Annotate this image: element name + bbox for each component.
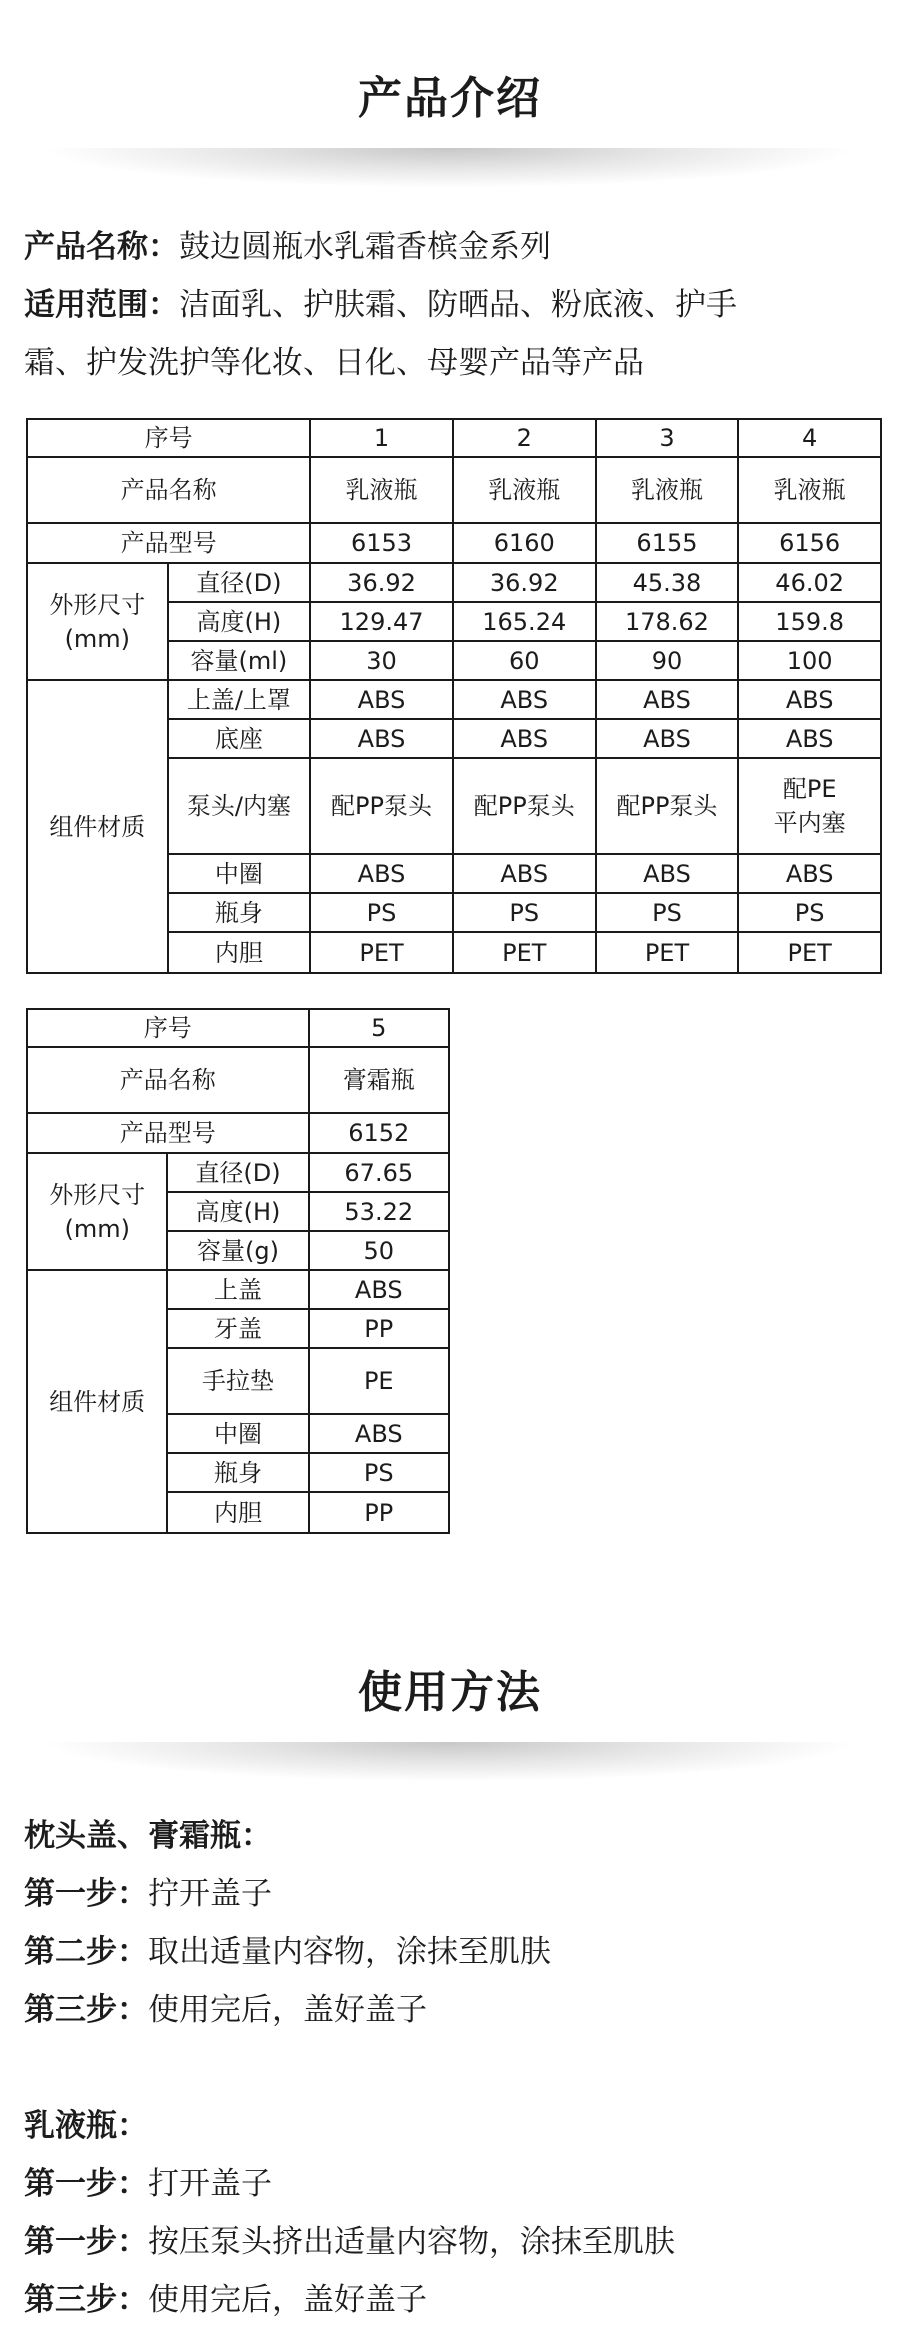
table-row bbox=[27, 563, 881, 602]
diameter-label: 直径(D) bbox=[167, 1153, 308, 1192]
table-row bbox=[27, 1153, 449, 1192]
table-row bbox=[27, 523, 881, 563]
liner-label: 内胆 bbox=[167, 1492, 308, 1533]
usage-group2-heading bbox=[24, 2102, 884, 2150]
seq-cell: 1 bbox=[310, 419, 453, 457]
table-row bbox=[27, 1113, 449, 1153]
table-row bbox=[27, 1047, 449, 1113]
step-text: 按压泵头挤出适量内容物，涂抹至肌肤 bbox=[148, 2224, 675, 2260]
model-row-label: 产品型号 bbox=[27, 523, 310, 563]
height-cell: 53.22 bbox=[309, 1192, 449, 1231]
base-cell: ABS bbox=[453, 719, 596, 758]
seq-cell: 2 bbox=[453, 419, 596, 457]
ring-cell: ABS bbox=[309, 1414, 449, 1453]
step-label: 第二步： bbox=[24, 1934, 148, 1970]
pump-cell bbox=[453, 758, 596, 854]
dimension-group-label bbox=[27, 563, 168, 680]
ring-cell: ABS bbox=[453, 854, 596, 893]
cap-cell: ABS bbox=[596, 680, 739, 719]
cap-cell: ABS bbox=[453, 680, 596, 719]
table-row bbox=[27, 419, 881, 457]
dimension-group-line2: (mm) bbox=[64, 624, 131, 653]
usage-step bbox=[24, 1986, 884, 2034]
product-name-row-label: 产品名称 bbox=[27, 457, 310, 523]
section-title-usage: 使用方法 bbox=[358, 1667, 542, 1718]
product-name-value: 鼓边圆瓶水乳霜香槟金系列 bbox=[179, 229, 551, 265]
seq-label: 序号 bbox=[27, 1009, 309, 1047]
model-cell: 6152 bbox=[309, 1113, 449, 1153]
step-label: 第一步： bbox=[24, 2224, 148, 2260]
group1-heading-text: 枕头盖、膏霜瓶： bbox=[24, 1818, 272, 1854]
cap-cell: ABS bbox=[309, 1270, 449, 1309]
capacity-cell: 30 bbox=[310, 641, 453, 680]
pump-cell-line1: 配PP泵头 bbox=[473, 792, 575, 820]
step-text: 拧开盖子 bbox=[148, 1876, 272, 1912]
cap-cell: ABS bbox=[310, 680, 453, 719]
table-row bbox=[27, 680, 881, 719]
ring-cell: ABS bbox=[596, 854, 739, 893]
product-name-cell: 乳液瓶 bbox=[310, 457, 453, 523]
scope-value-line1: 洁面乳、护肤霜、防晒品、粉底液、护手 bbox=[179, 287, 737, 323]
pump-cell bbox=[738, 758, 881, 854]
base-cell: ABS bbox=[596, 719, 739, 758]
body-cell: PS bbox=[596, 893, 739, 932]
height-cell: 159.8 bbox=[738, 602, 881, 641]
pump-cell-line1: 配PE bbox=[782, 775, 837, 803]
capacity-cell: 90 bbox=[596, 641, 739, 680]
seq-label: 序号 bbox=[27, 419, 310, 457]
liner-cell: PP bbox=[309, 1492, 449, 1533]
usage-step bbox=[24, 2276, 884, 2324]
title-shadow-divider bbox=[40, 1742, 860, 1782]
diameter-cell: 45.38 bbox=[596, 563, 739, 602]
model-cell: 6156 bbox=[738, 523, 881, 563]
pull-pad-label: 手拉垫 bbox=[167, 1348, 308, 1414]
material-group-label: 组件材质 bbox=[27, 680, 168, 973]
height-cell: 178.62 bbox=[596, 602, 739, 641]
scope-line bbox=[24, 280, 884, 330]
dimension-group-line1: 外形尺寸 bbox=[49, 1180, 146, 1209]
body-cell: PS bbox=[310, 893, 453, 932]
spec-table-2 bbox=[26, 1008, 450, 1534]
material-group-label: 组件材质 bbox=[27, 1270, 167, 1533]
usage-step bbox=[24, 2160, 884, 2208]
diameter-cell: 46.02 bbox=[738, 563, 881, 602]
scope-label: 适用范围： bbox=[24, 287, 179, 323]
ring-label: 中圈 bbox=[168, 854, 311, 893]
pump-label: 泵头/内塞 bbox=[168, 758, 311, 854]
model-cell: 6153 bbox=[310, 523, 453, 563]
capacity-cell: 50 bbox=[309, 1231, 449, 1270]
step-label: 第三步： bbox=[24, 1992, 148, 2028]
seq-cell: 3 bbox=[596, 419, 739, 457]
height-cell: 165.24 bbox=[453, 602, 596, 641]
cap-cell: ABS bbox=[738, 680, 881, 719]
pump-cell-line1: 配PP泵头 bbox=[616, 792, 718, 820]
body-cell: PS bbox=[738, 893, 881, 932]
dimension-group-line1: 外形尺寸 bbox=[49, 590, 146, 619]
teeth-cap-cell: PP bbox=[309, 1309, 449, 1348]
diameter-cell: 67.65 bbox=[309, 1153, 449, 1192]
liner-cell: PET bbox=[596, 932, 739, 973]
table-row bbox=[27, 457, 881, 523]
step-label: 第一步： bbox=[24, 2166, 148, 2202]
cap-label: 上盖 bbox=[167, 1270, 308, 1309]
model-cell: 6155 bbox=[596, 523, 739, 563]
diameter-label: 直径(D) bbox=[168, 563, 311, 602]
product-name-row-label: 产品名称 bbox=[27, 1047, 309, 1113]
ring-cell: ABS bbox=[310, 854, 453, 893]
height-cell: 129.47 bbox=[310, 602, 453, 641]
capacity-label: 容量(g) bbox=[167, 1231, 308, 1270]
base-cell: ABS bbox=[310, 719, 453, 758]
base-cell: ABS bbox=[738, 719, 881, 758]
base-label: 底座 bbox=[168, 719, 311, 758]
pump-cell bbox=[596, 758, 739, 854]
usage-step bbox=[24, 1928, 884, 1976]
group2-heading-text: 乳液瓶： bbox=[24, 2108, 148, 2144]
usage-step bbox=[24, 1870, 884, 1918]
step-label: 第三步： bbox=[24, 2282, 148, 2318]
body-label: 瓶身 bbox=[167, 1453, 308, 1492]
capacity-label: 容量(ml) bbox=[168, 641, 311, 680]
section-title-intro: 产品介绍 bbox=[358, 73, 542, 124]
table-row bbox=[27, 1009, 449, 1047]
step-text: 取出适量内容物，涂抹至肌肤 bbox=[148, 1934, 551, 1970]
liner-label: 内胆 bbox=[168, 932, 311, 973]
model-row-label: 产品型号 bbox=[27, 1113, 309, 1153]
ring-cell: ABS bbox=[738, 854, 881, 893]
spec-table-1 bbox=[26, 418, 882, 974]
capacity-cell: 60 bbox=[453, 641, 596, 680]
pump-cell-line1: 配PP泵头 bbox=[331, 792, 432, 820]
product-name-cell: 膏霜瓶 bbox=[309, 1047, 449, 1113]
body-cell: PS bbox=[309, 1453, 449, 1492]
product-name-line bbox=[24, 222, 884, 272]
liner-cell: PET bbox=[453, 932, 596, 973]
dimension-group-label bbox=[27, 1153, 167, 1270]
usage-step bbox=[24, 2218, 884, 2266]
diameter-cell: 36.92 bbox=[453, 563, 596, 602]
teeth-cap-label: 牙盖 bbox=[167, 1309, 308, 1348]
height-label: 高度(H) bbox=[167, 1192, 308, 1231]
model-cell: 6160 bbox=[453, 523, 596, 563]
step-label: 第一步： bbox=[24, 1876, 148, 1912]
seq-cell: 4 bbox=[738, 419, 881, 457]
liner-cell: PET bbox=[738, 932, 881, 973]
ring-label: 中圈 bbox=[167, 1414, 308, 1453]
product-name-cell: 乳液瓶 bbox=[738, 457, 881, 523]
scope-value-line2: 霜、护发洗护等化妆、日化、母婴产品等产品 bbox=[24, 345, 644, 381]
capacity-cell: 100 bbox=[738, 641, 881, 680]
step-text: 使用完后，盖好盖子 bbox=[148, 1992, 427, 2028]
diameter-cell: 36.92 bbox=[310, 563, 453, 602]
height-label: 高度(H) bbox=[168, 602, 311, 641]
usage-group1-heading bbox=[24, 1812, 884, 1860]
dimension-group-line2: (mm) bbox=[64, 1214, 130, 1243]
table-row bbox=[27, 1270, 449, 1309]
liner-cell: PET bbox=[310, 932, 453, 973]
product-name-label: 产品名称： bbox=[24, 229, 179, 265]
body-label: 瓶身 bbox=[168, 893, 311, 932]
pump-cell bbox=[310, 758, 453, 854]
cap-label: 上盖/上罩 bbox=[168, 680, 311, 719]
title-shadow-divider bbox=[40, 148, 860, 188]
body-cell: PS bbox=[453, 893, 596, 932]
step-text: 使用完后，盖好盖子 bbox=[148, 2282, 427, 2318]
step-text: 打开盖子 bbox=[148, 2166, 272, 2202]
seq-cell: 5 bbox=[309, 1009, 449, 1047]
pull-pad-cell: PE bbox=[309, 1348, 449, 1414]
scope-line-2 bbox=[24, 338, 884, 388]
pump-cell-line2: 平内塞 bbox=[773, 809, 846, 837]
product-name-cell: 乳液瓶 bbox=[453, 457, 596, 523]
product-name-cell: 乳液瓶 bbox=[596, 457, 739, 523]
